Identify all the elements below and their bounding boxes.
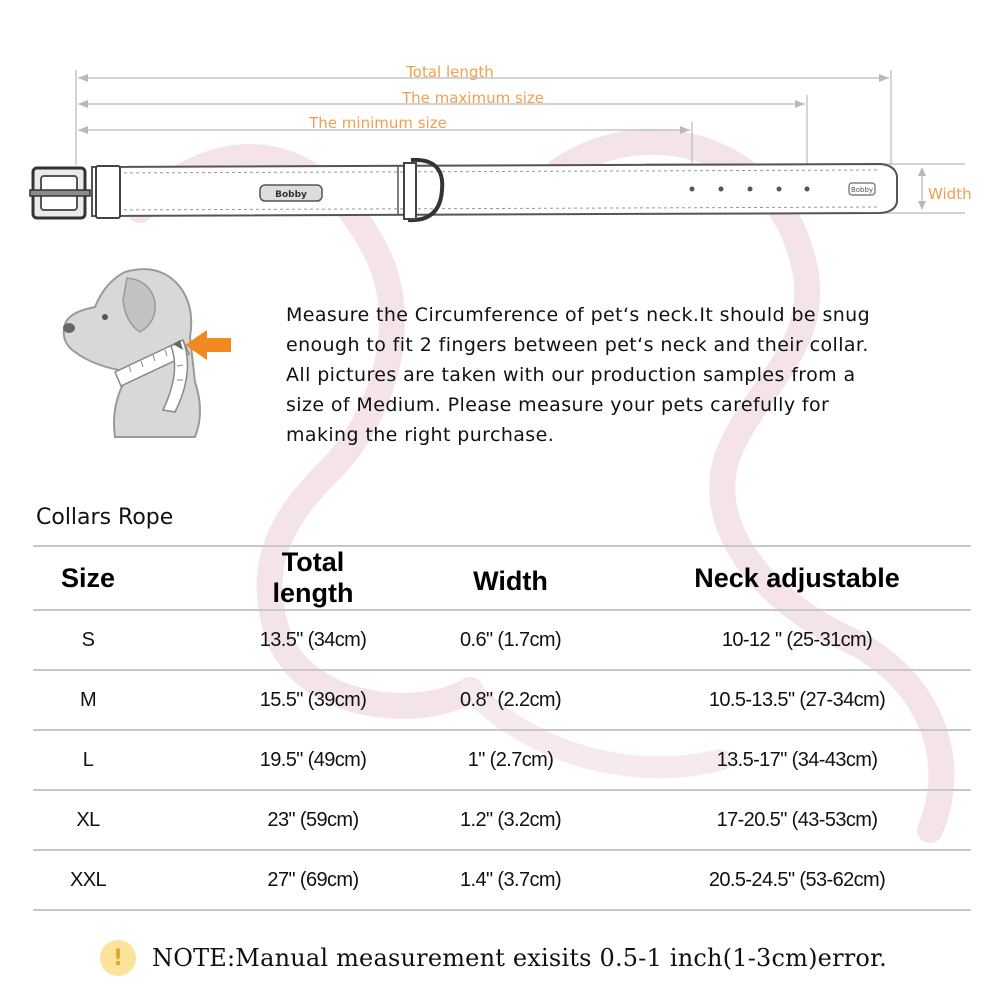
- measuring-instructions: [286, 300, 946, 450]
- size-cell: L: [33, 730, 243, 790]
- instruction-line: enough to fit 2 fingers between pet‘s neck and their collar.: [286, 334, 869, 356]
- neck-adjustable-cell: 17-20.5" (43-53cm): [693, 790, 971, 850]
- collar-diagram: [0, 50, 1000, 240]
- maximum-size-label: The maximum size: [401, 89, 545, 107]
- exclamation-icon: !: [100, 940, 136, 976]
- dog-neck-measure-illustration: [55, 262, 245, 442]
- total-length-cell: 13.5" (34cm): [243, 610, 418, 670]
- header-neck-adjustable: Neck adjustable: [693, 546, 971, 610]
- total-length-cell: 23" (59cm): [243, 790, 418, 850]
- table-row: [33, 610, 971, 670]
- size-chart-table: [33, 545, 971, 911]
- measurement-note: [100, 938, 887, 978]
- total-length-cell: 27" (69cm): [243, 850, 418, 910]
- size-cell: XL: [33, 790, 243, 850]
- width-cell: 0.8" (2.2cm): [418, 670, 693, 730]
- table-row: [33, 670, 971, 730]
- size-cell: XXL: [33, 850, 243, 910]
- instruction-line: making the right purchase.: [286, 424, 555, 446]
- total-length-cell: 19.5" (49cm): [243, 730, 418, 790]
- instruction-line: size of Medium. Please measure your pets carefully for: [286, 394, 830, 416]
- header-total-length: Total length: [243, 546, 418, 610]
- size-cell: S: [33, 610, 243, 670]
- width-cell: 1" (2.7cm): [418, 730, 693, 790]
- total-length-cell: 15.5" (39cm): [243, 670, 418, 730]
- table-header-row: [33, 546, 971, 610]
- header-width: Width: [418, 546, 693, 610]
- width-label: Width: [928, 185, 972, 203]
- table-row: [33, 730, 971, 790]
- collar-tag-text: Bobby: [275, 190, 307, 200]
- minimum-size-label: The minimum size: [309, 114, 447, 132]
- neck-adjustable-cell: 10.5-13.5" (27-34cm): [693, 670, 971, 730]
- width-cell: 1.2" (3.2cm): [418, 790, 693, 850]
- instruction-line: Measure the Circumference of pet‘s neck.It should be snug: [286, 304, 871, 326]
- table-row: [33, 790, 971, 850]
- neck-adjustable-cell: 13.5-17" (34-43cm): [693, 730, 971, 790]
- total-length-label: Total length: [406, 63, 494, 81]
- note-text: NOTE:Manual measurement exisits 0.5-1 inch(1-3cm)error.: [152, 944, 887, 972]
- collar-tip-logo: Bobby: [850, 186, 874, 194]
- neck-adjustable-cell: 20.5-24.5" (53-62cm): [693, 850, 971, 910]
- size-cell: M: [33, 670, 243, 730]
- width-cell: 1.4" (3.7cm): [418, 850, 693, 910]
- table-row: [33, 850, 971, 910]
- instruction-line: All pictures are taken with our production samples from a: [286, 364, 856, 386]
- neck-adjustable-cell: 10-12 " (25-31cm): [693, 610, 971, 670]
- width-cell: 0.6" (1.7cm): [418, 610, 693, 670]
- header-size: Size: [33, 546, 243, 610]
- table-title: Collars Rope: [36, 505, 174, 530]
